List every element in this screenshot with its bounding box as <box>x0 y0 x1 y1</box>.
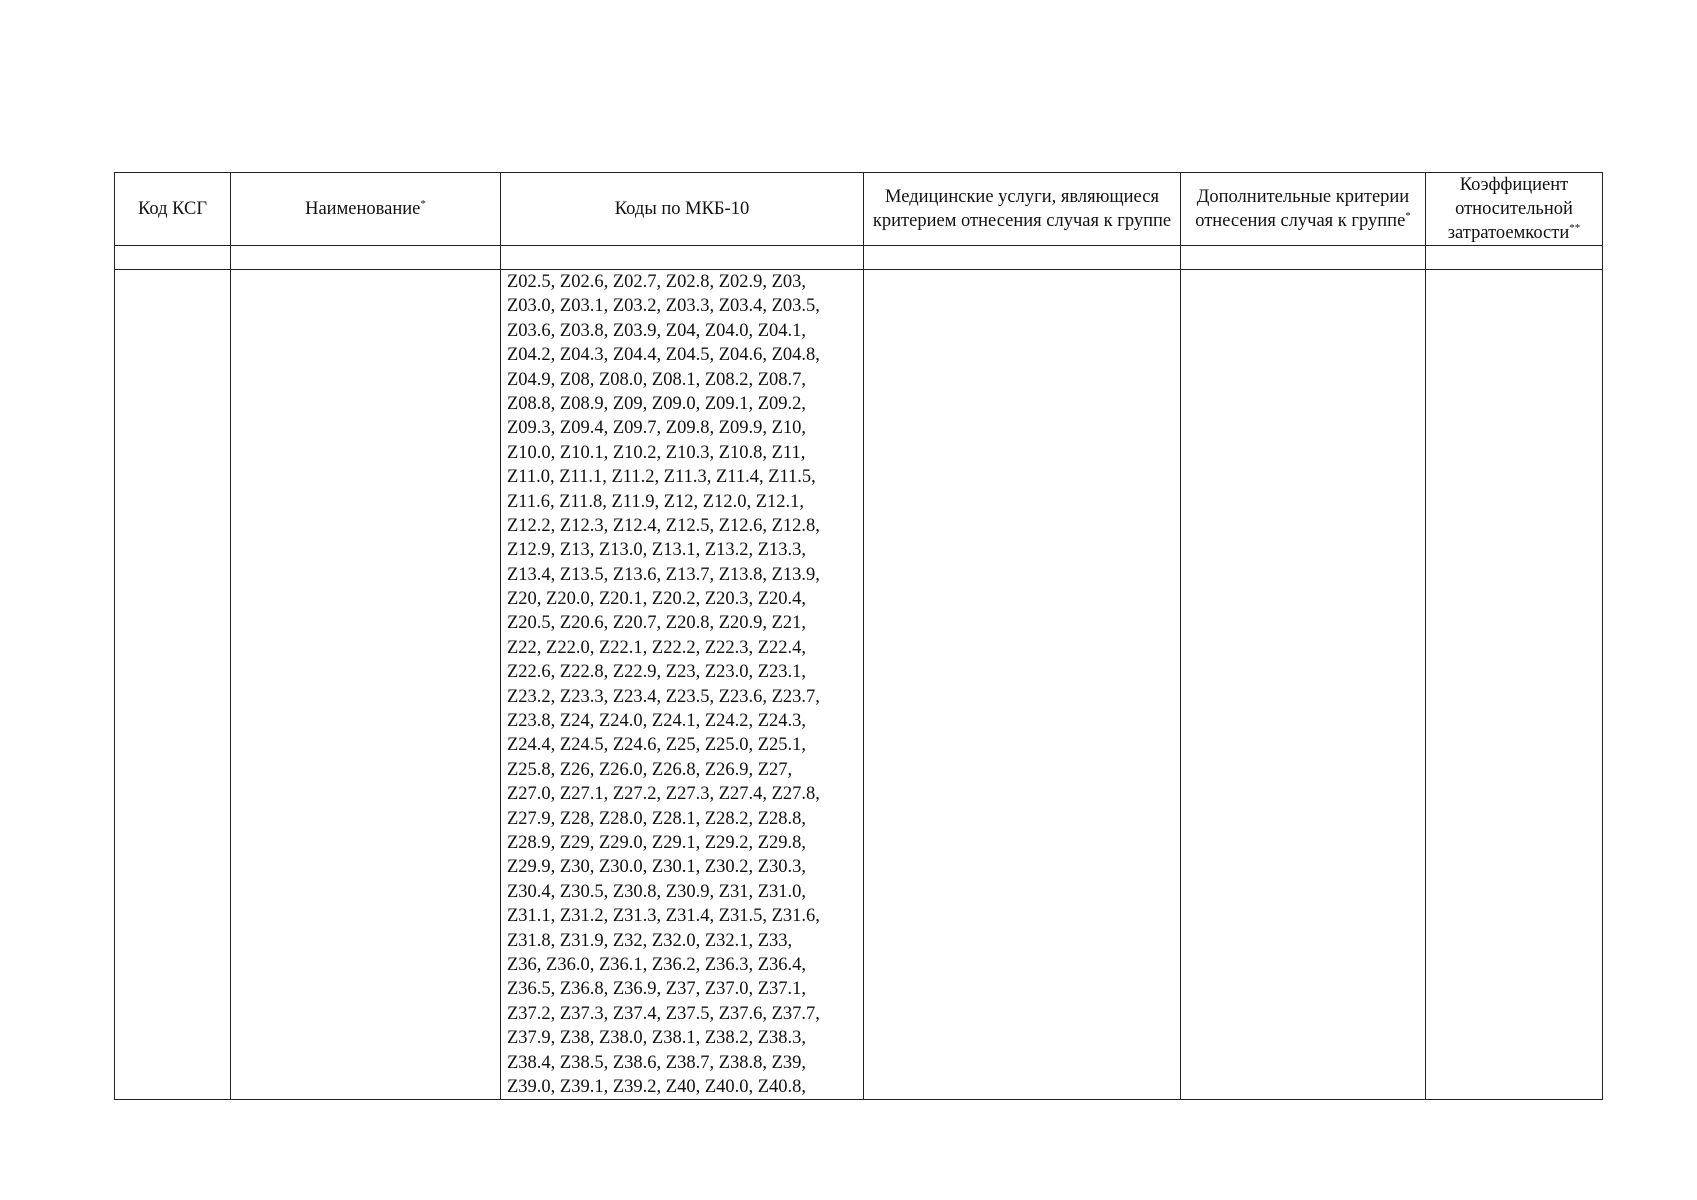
mkb-code-line: Z08.8, Z08.9, Z09, Z09.0, Z09.1, Z09.2, <box>507 393 807 414</box>
mkb-code-line: Z10.0, Z10.1, Z10.2, Z10.3, Z10.8, Z11, <box>507 442 806 463</box>
column-number-cell <box>501 246 864 270</box>
header-additional-criteria: Дополнительные критерии отнесения случая к группе* <box>1181 173 1426 246</box>
header-coefficient: Коэффициент относительной затратоемкости** <box>1426 173 1603 246</box>
mkb-code-line: Z37.2, Z37.3, Z37.4, Z37.5, Z37.6, Z37.7, <box>507 1003 820 1024</box>
mkb-code-line: Z20.5, Z20.6, Z20.7, Z20.8, Z20.9, Z21, <box>507 613 807 634</box>
mkb-code-line: Z27.9, Z28, Z28.0, Z28.1, Z28.2, Z28.8, <box>507 808 807 829</box>
mkb-code-line: Z36, Z36.0, Z36.1, Z36.2, Z36.3, Z36.4, <box>507 954 807 975</box>
mkb-code-line: Z37.9, Z38, Z38.0, Z38.1, Z38.2, Z38.3, <box>507 1028 807 1049</box>
coefficient-cell <box>1426 270 1603 1100</box>
table-row <box>115 270 1603 1100</box>
mkb-code-line: Z23.8, Z24, Z24.0, Z24.1, Z24.2, Z24.3, <box>507 711 807 732</box>
column-number-row <box>115 246 1603 270</box>
mkb-code-line: Z22, Z22.0, Z22.1, Z22.2, Z22.3, Z22.4, <box>507 637 807 658</box>
mkb-code-line: Z09.3, Z09.4, Z09.7, Z09.8, Z09.9, Z10, <box>507 418 807 439</box>
mkb-code-line: Z39.0, Z39.1, Z39.2, Z40, Z40.0, Z40.8, <box>507 1076 807 1097</box>
name-cell <box>231 270 501 1100</box>
mkb-code-line: Z38.4, Z38.5, Z38.6, Z38.7, Z38.8, Z39, <box>507 1052 807 1073</box>
mkb-code-line: Z03.0, Z03.1, Z03.2, Z03.3, Z03.4, Z03.5, <box>507 296 820 317</box>
mkb-code-line: Z13.4, Z13.5, Z13.6, Z13.7, Z13.8, Z13.9, <box>507 564 820 585</box>
column-number-cell <box>1426 246 1603 270</box>
mkb-code-line: Z12.9, Z13, Z13.0, Z13.1, Z13.2, Z13.3, <box>507 540 807 561</box>
header-mkb-codes: Коды по МКБ-10 <box>501 173 864 246</box>
mkb-code-line: Z36.5, Z36.8, Z36.9, Z37, Z37.0, Z37.1, <box>507 979 807 1000</box>
mkb-code-line: Z11.0, Z11.1, Z11.2, Z11.3, Z11.4, Z11.5, <box>507 467 816 488</box>
column-number-cell <box>864 246 1181 270</box>
mkb-code-line: Z31.1, Z31.2, Z31.3, Z31.4, Z31.5, Z31.6, <box>507 906 820 927</box>
mkb-code-line: Z04.2, Z04.3, Z04.4, Z04.5, Z04.6, Z04.8, <box>507 345 820 366</box>
column-number-cell <box>115 246 231 270</box>
mkb-code-line: Z30.4, Z30.5, Z30.8, Z30.9, Z31, Z31.0, <box>507 881 807 902</box>
medical-services-cell <box>864 270 1181 1100</box>
mkb-code-line: Z24.4, Z24.5, Z24.6, Z25, Z25.0, Z25.1, <box>507 735 807 756</box>
mkb-code-line: Z11.6, Z11.8, Z11.9, Z12, Z12.0, Z12.1, <box>507 491 804 512</box>
mkb-code-line: Z29.9, Z30, Z30.0, Z30.1, Z30.2, Z30.3, <box>507 857 807 878</box>
mkb-code-line: Z28.9, Z29, Z29.0, Z29.1, Z29.2, Z29.8, <box>507 832 807 853</box>
header-name: Наименование* <box>231 173 501 246</box>
mkb-code-line: Z25.8, Z26, Z26.0, Z26.8, Z26.9, Z27, <box>507 759 793 780</box>
ksg-code-cell <box>115 270 231 1100</box>
mkb-code-line: Z31.8, Z31.9, Z32, Z32.0, Z32.1, Z33, <box>507 930 793 951</box>
column-number-cell <box>1181 246 1426 270</box>
mkb-codes-cell <box>501 270 864 1100</box>
additional-criteria-cell <box>1181 270 1426 1100</box>
mkb-code-line: Z27.0, Z27.1, Z27.2, Z27.3, Z27.4, Z27.8, <box>507 784 820 805</box>
ksg-table <box>114 172 1603 1100</box>
mkb-code-line: Z04.9, Z08, Z08.0, Z08.1, Z08.2, Z08.7, <box>507 369 807 390</box>
mkb-code-line: Z20, Z20.0, Z20.1, Z20.2, Z20.3, Z20.4, <box>507 589 807 610</box>
header-ksg-code: Код КСГ <box>115 173 231 246</box>
mkb-code-line: Z02.5, Z02.6, Z02.7, Z02.8, Z02.9, Z03, <box>507 272 807 292</box>
mkb-code-line: Z22.6, Z22.8, Z22.9, Z23, Z23.0, Z23.1, <box>507 662 807 683</box>
header-row <box>115 173 1603 246</box>
column-number-cell <box>231 246 501 270</box>
mkb-code-line: Z03.6, Z03.8, Z03.9, Z04, Z04.0, Z04.1, <box>507 320 807 341</box>
mkb-code-line: Z12.2, Z12.3, Z12.4, Z12.5, Z12.6, Z12.8, <box>507 515 820 536</box>
header-medical-services: Медицинские услуги, являющиеся критерием отнесения случая к группе <box>864 173 1181 246</box>
mkb-code-line: Z23.2, Z23.3, Z23.4, Z23.5, Z23.6, Z23.7, <box>507 686 820 707</box>
